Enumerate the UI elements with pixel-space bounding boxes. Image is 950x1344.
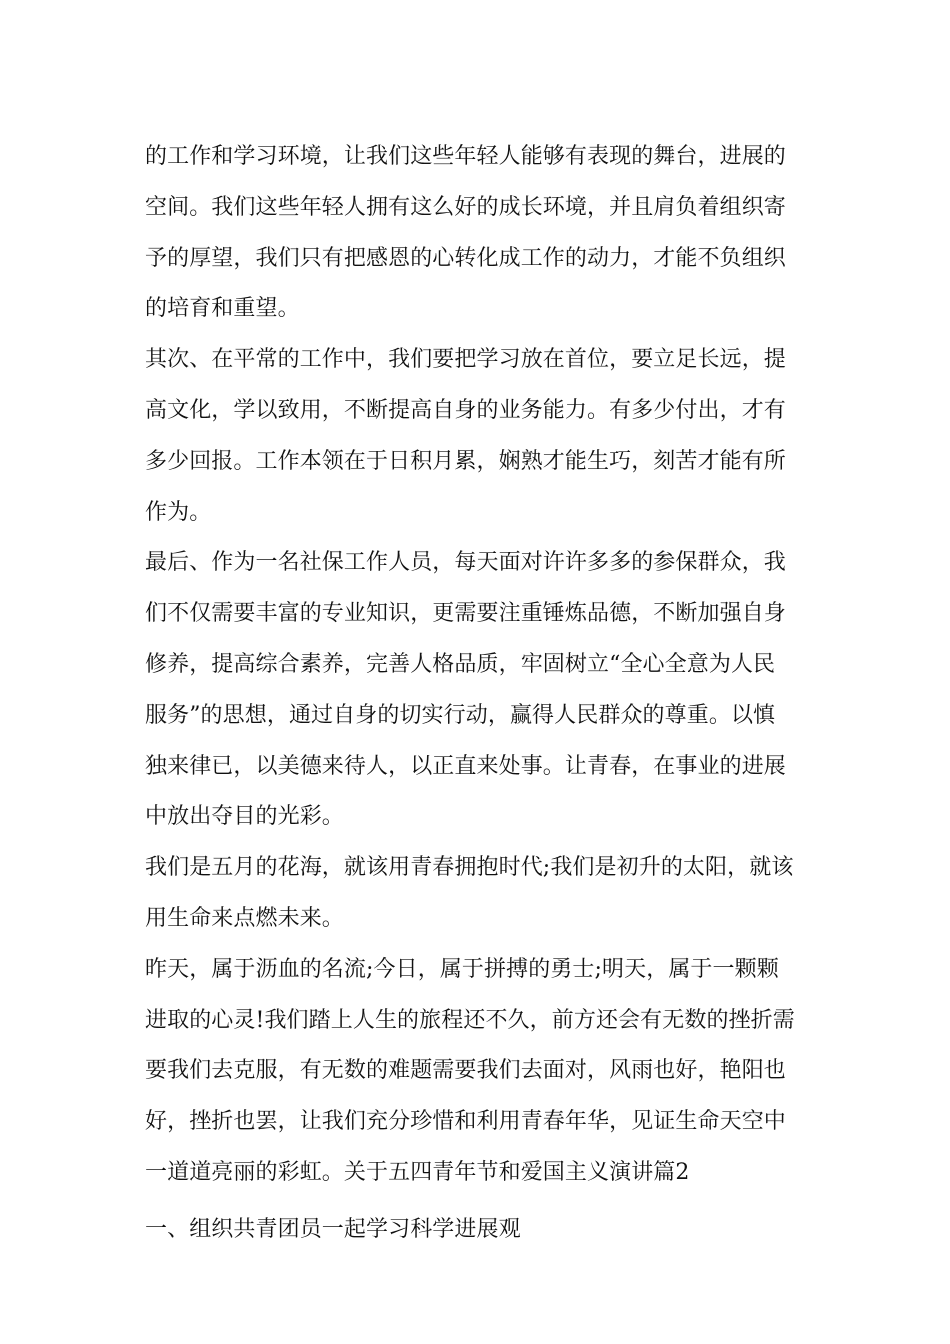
text-line: 我们是五月的花海，就该用青春拥抱时代;我们是初升的太阳，就该	[145, 855, 794, 881]
text-line: 进取的心灵!我们踏上人生的旅程还不久，前方还会有无数的挫折需	[145, 1007, 795, 1033]
text-line: 高文化，学以致用，不断提高自身的业务能力。有多少付出，才有	[145, 397, 786, 423]
text-line: 的工作和学习环境，让我们这些年轻人能够有表现的舞台，进展的	[145, 144, 786, 169]
text-line: 好，挫折也罢，让我们充分珍惜和利用青春年华，见证生命天空中	[145, 1109, 786, 1135]
document-body	[145, 132, 815, 1256]
text-line: 独来律已，以美德来待人，以正直来处事。让青春，在事业的进展	[145, 753, 786, 779]
text-line: 空间。我们这些年轻人拥有这么好的成长环境，并且肩负着组织寄	[145, 194, 786, 220]
text-line: 中放出夺目的光彩。	[145, 804, 344, 830]
text-line: 的培育和重望。	[145, 296, 300, 322]
text-line: 其次、在平常的工作中，我们要把学习放在首位，要立足长远，提	[145, 347, 786, 373]
text-line: 服务”的思想，通过自身的切实行动，赢得人民群众的尊重。以慎	[145, 702, 776, 728]
text-line: 要我们去克服，有无数的难题需要我们去面对，风雨也好，艳阳也	[145, 1058, 786, 1084]
text-line: 昨天，属于沥血的名流;今日，属于拼搏的勇士;明天，属于一颗颗	[145, 956, 779, 982]
text-line: 一道道亮丽的彩虹。关于五四青年节和爱国主义演讲篇2	[145, 1159, 690, 1185]
text-line: 多少回报。工作本领在于日积月累，娴熟才能生巧，刻苦才能有所	[145, 448, 786, 474]
text-line: 们不仅需要丰富的专业知识，更需要注重锤炼品德，不断加强自身	[145, 601, 786, 627]
text-line: 用生命来点燃未来。	[145, 905, 344, 931]
section-heading: 一、组织共青团员一起学习科学进展观	[145, 1216, 521, 1242]
text-line: 最后、作为一名社保工作人员，每天面对许许多多的参保群众，我	[145, 550, 786, 576]
text-line: 修养，提高综合素养，完善人格品质，牢固树立“全心全意为人民	[145, 651, 776, 677]
text-line: 予的厚望，我们只有把感恩的心转化成工作的动力，才能不负组织	[145, 245, 786, 271]
text-line: 作为。	[145, 499, 212, 525]
